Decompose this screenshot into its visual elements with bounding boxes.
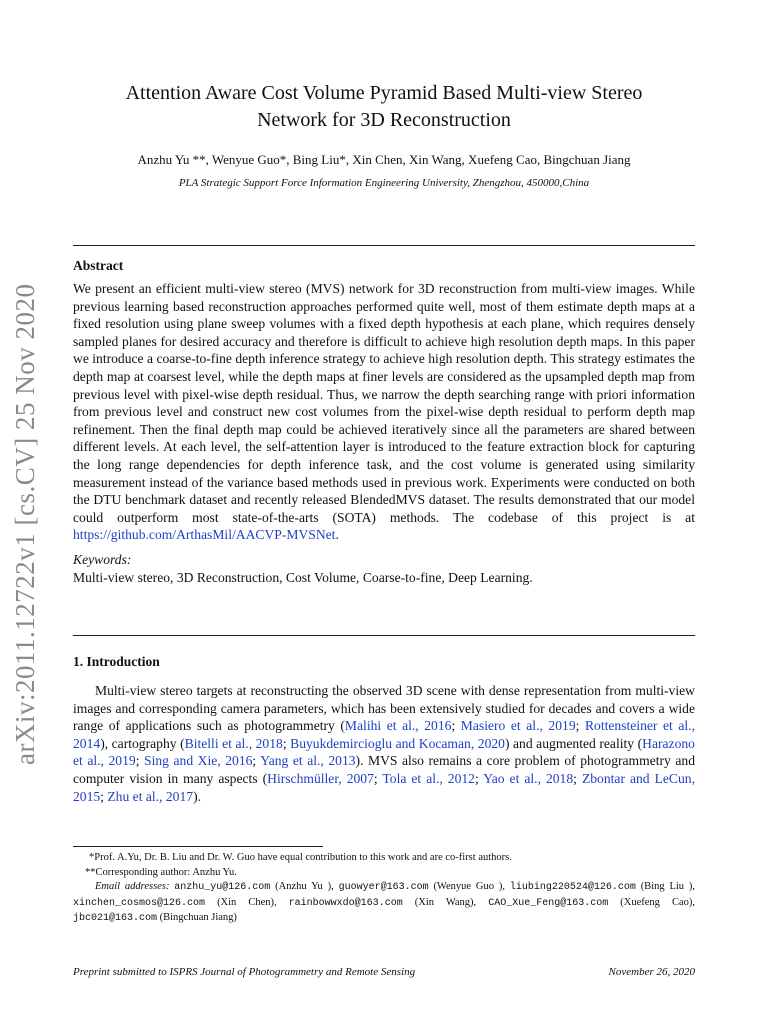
abstract-heading: Abstract: [73, 258, 124, 273]
separator: ;: [252, 753, 261, 769]
email-owner: (Xin Chen),: [205, 896, 289, 908]
citation-link[interactable]: Rottensteiner et al., 2014: [73, 718, 695, 751]
intro-text-2: ), cartography (: [100, 735, 185, 751]
paper-title: [73, 80, 695, 134]
title-line-2: Network for 3D Reconstruction: [257, 109, 511, 131]
email-owner: (Wenyue Guo ),: [428, 881, 505, 892]
email-link[interactable]: liubing220524@126.com: [509, 882, 636, 893]
footnote-1: *Prof. A.Yu, Dr. B. Liu and Dr. W. Guo have equal contribution to this work and are co-first authors.: [89, 852, 512, 863]
email-owner: (Bing Liu ),: [635, 881, 695, 892]
email-owner: (Xin Wang),: [402, 896, 489, 908]
introduction-heading: 1. Introduction: [73, 654, 160, 669]
abstract-tail: .: [335, 527, 339, 543]
keywords-list: Multi-view stereo, 3D Reconstruction, Cost Volume, Coarse-to-fine, Deep Learning.: [73, 569, 533, 585]
arxiv-sidebar-stamp: arXiv:2011.12722v1 [cs.CV] 25 Nov 2020: [10, 283, 40, 765]
intro-text-4: ). MVS also remains a core problem of photogrammetry and computer vision in many aspects (: [73, 753, 696, 786]
email-owner: (Bingchuan Jiang): [157, 912, 237, 923]
citation-link[interactable]: Sing and Xie, 2016: [144, 753, 253, 769]
citation-link[interactable]: Bitelli et al., 2018: [184, 735, 283, 751]
abstract-section: [73, 258, 695, 586]
separator: ;: [282, 735, 291, 751]
separator: ;: [575, 718, 585, 734]
introduction-section: [73, 654, 695, 805]
title-line-1: Attention Aware Cost Volume Pyramid Based Multi-view Stereo: [125, 82, 643, 104]
abstract-top-rule: [73, 245, 695, 246]
citation-link[interactable]: Yao et al., 2018: [483, 770, 574, 786]
email-owner: (Anzhu Yu ),: [270, 881, 339, 892]
citation-link[interactable]: Buyukdemircioglu and Kocaman, 2020: [290, 735, 505, 751]
footnotes: [73, 851, 695, 927]
email-addresses: [73, 880, 695, 927]
introduction-paragraph: [73, 682, 695, 805]
citation-link[interactable]: Tola et al., 2012: [382, 770, 475, 786]
keywords-label: Keywords:: [73, 551, 132, 567]
separator: ;: [451, 718, 461, 734]
footer-date: November 26, 2020: [608, 966, 695, 978]
abstract-body: We present an efficient multi-view stereo (MVS) network for 3D reconstruction from multi-view images. While previous learning based reconstruction approaches performed quite well, most of them estimate depth maps at a fixed resolution using plane sweep volumes with a fixed depth hypothesis at each plane, which requires densely sampled planes for desired accuracy and therefore is difficult to achieve high resolution depth maps. In this paper we introduce a coarse-to-fine depth inference strategy to achieve high resolution depth. This strategy estimates the depth map at coarsest level, while the depth maps at finer levels are considered as the upsampled depth map from previous level with pixel-wise depth residual. Thus, we narrow the depth searching range with priori information from previous level and construct new cost volumes from the pixel-wise depth residual to perform depth map refinement. Then the final depth map could be achieved iteratively since all the parameters are shared between different levels. At each level, the self-attention layer is introduced to the feature extraction block for capturing the long range dependencies for depth inference task, and the cost volume is generated using similarity measurement instead of the variance based methods used in previous work. Experiments were conducted on both the DTU benchmark dataset and recently released BlendedMVS dataset. The results demonstrated that our model could outperform most state-of-the-arts (SOTA) methods. The codebase of this project is at: [73, 281, 695, 525]
intro-text-3: ) and augmented reality (: [504, 735, 643, 751]
abstract-text: [73, 280, 695, 544]
citation-link[interactable]: Masiero et al., 2019: [460, 718, 576, 734]
citation-link[interactable]: Zbontar and LeCun, 2015: [73, 770, 695, 804]
separator: ;: [474, 770, 484, 786]
intro-text-1: Multi-view stereo targets at reconstructing the observed 3D scene with dense representation from multi-view images and corresponding camera parameters, which has been extensively studied for decades and covers a wide range of applications such as photogrammetry (: [73, 683, 695, 734]
abstract-bottom-rule: [73, 635, 695, 636]
page-footer: [73, 966, 695, 978]
separator: ;: [135, 753, 145, 769]
citation-link[interactable]: Malihi et al., 2016: [344, 718, 452, 734]
intro-text-5: ).: [193, 788, 202, 804]
email-link[interactable]: jbc021@163.com: [73, 913, 158, 924]
email-link[interactable]: xinchen_cosmos@126.com: [73, 897, 206, 909]
separator: ;: [373, 770, 383, 786]
footnote-rule: [73, 846, 323, 847]
citation-link[interactable]: Zhu et al., 2017: [107, 788, 194, 804]
email-link[interactable]: CAO_Xue_Feng@163.com: [488, 897, 609, 909]
email-link[interactable]: guowyer@163.com: [338, 882, 429, 893]
email-label: Email addresses:: [95, 881, 170, 892]
keywords-block: [73, 551, 695, 586]
email-link[interactable]: rainbowwxdo@163.com: [288, 897, 403, 909]
email-link[interactable]: anzhu_yu@126.com: [174, 882, 271, 893]
codebase-link[interactable]: https://github.com/ArthasMil/AACVP-MVSNet: [73, 527, 336, 543]
footer-journal: Preprint submitted to ISPRS Journal of Photogrammetry and Remote Sensing: [73, 966, 416, 978]
citation-link[interactable]: Yang et al., 2013: [260, 753, 356, 769]
affiliation: PLA Strategic Support Force Information Engineering University, Zhengzhou, 450000,China: [178, 177, 590, 189]
footnote-2: **Corresponding author: Anzhu Yu.: [85, 866, 237, 878]
separator: ;: [573, 770, 582, 786]
author-list: Anzhu Yu **, Wenyue Guo*, Bing Liu*, Xin Chen, Xin Wang, Xuefeng Cao, Bingchuan Jiang: [137, 152, 631, 167]
email-owner: (Xuefeng Cao),: [608, 896, 695, 908]
citation-link[interactable]: Hirschmüller, 2007: [267, 770, 374, 786]
separator: ;: [100, 788, 108, 804]
citation-link[interactable]: Harazono et al., 2019: [73, 735, 695, 769]
